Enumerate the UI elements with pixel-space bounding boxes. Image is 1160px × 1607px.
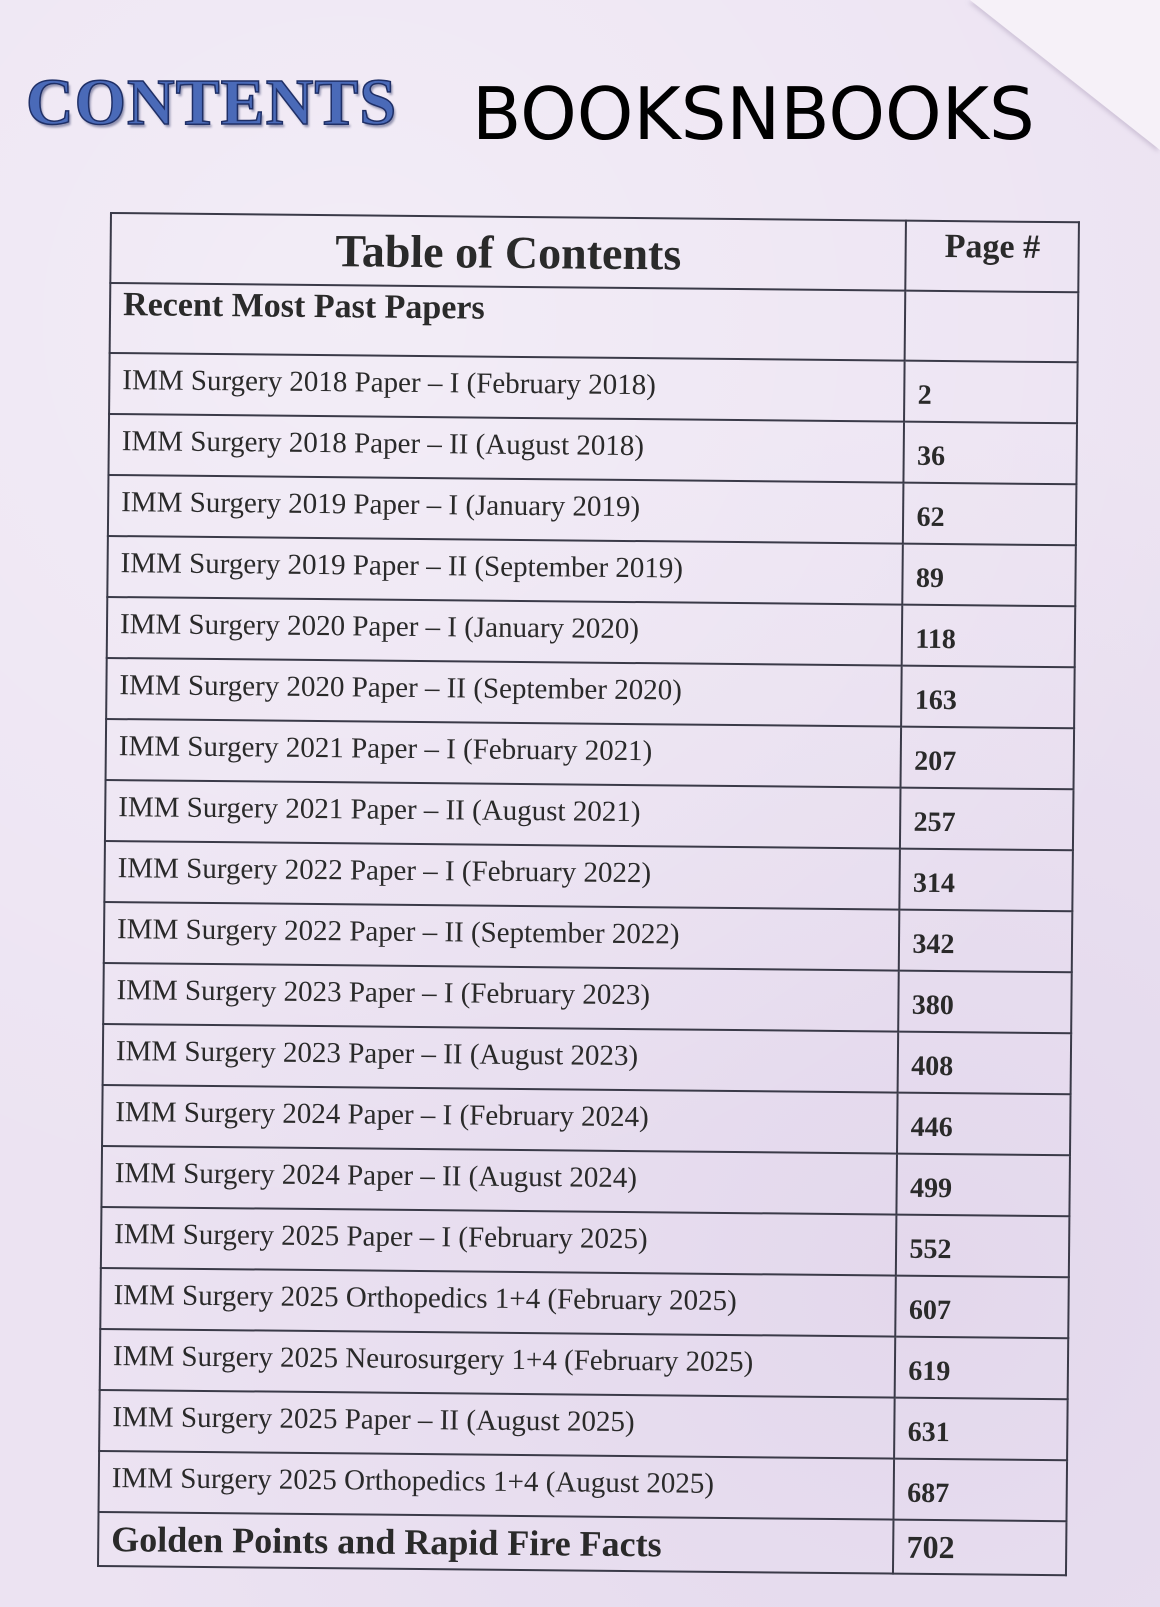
entry-page-number: 408 (898, 1032, 1071, 1095)
table-row (99, 1451, 1068, 1521)
entry-title: IMM Surgery 2025 Neurosurgery 1+4 (February 2025) (100, 1329, 896, 1398)
table-row (101, 1207, 1070, 1277)
entry-title: IMM Surgery 2022 Paper – II (September 2022) (104, 902, 900, 971)
entry-title: IMM Surgery 2021 Paper – II (August 2021) (105, 780, 901, 849)
entry-title: IMM Surgery 2024 Paper – I (February 2024) (102, 1085, 898, 1154)
final-row-page: 702 (893, 1520, 1066, 1576)
entry-page-number: 62 (903, 483, 1076, 546)
table-row (100, 1329, 1069, 1399)
entry-title: IMM Surgery 2024 Paper – II (August 2024) (101, 1146, 897, 1215)
table-row (109, 353, 1078, 423)
entry-title: IMM Surgery 2018 Paper – II (August 2018) (108, 414, 904, 483)
entry-title: IMM Surgery 2019 Paper – II (September 2019) (107, 536, 903, 605)
section-row (110, 283, 1079, 362)
entry-title: IMM Surgery 2020 Paper – I (January 2020) (107, 597, 903, 666)
entry-page-number: 207 (901, 727, 1074, 790)
entry-title: IMM Surgery 2023 Paper – I (February 2023) (103, 963, 899, 1032)
table-row (106, 719, 1075, 789)
table-row (107, 597, 1076, 667)
entry-page-number: 314 (900, 849, 1073, 912)
watermark-text: BOOKSNBOOKS (472, 72, 1035, 156)
table-row (100, 1268, 1069, 1338)
entry-title: IMM Surgery 2022 Paper – I (February 2022) (104, 841, 900, 910)
table-row (103, 1024, 1072, 1094)
entry-page-number: 446 (897, 1093, 1070, 1156)
entry-page-number: 552 (896, 1215, 1069, 1278)
entry-title: IMM Surgery 2025 Orthopedics 1+4 (February 2025) (100, 1268, 896, 1337)
entry-title: IMM Surgery 2025 Paper – II (August 2025) (99, 1390, 895, 1459)
table-row (107, 536, 1076, 606)
table-row (105, 780, 1074, 850)
final-row (98, 1512, 1066, 1575)
table-row (101, 1146, 1070, 1216)
table-row (108, 414, 1077, 484)
contents-heading: CONTENTS (26, 66, 398, 139)
entry-page-number: 163 (902, 666, 1075, 729)
table-row (102, 1085, 1071, 1155)
entry-title: IMM Surgery 2018 Paper – I (February 2018) (109, 353, 905, 422)
entry-title: IMM Surgery 2020 Paper – II (September 2020) (106, 658, 902, 727)
entry-title: IMM Surgery 2019 Paper – I (January 2019) (108, 475, 904, 544)
entry-page-number: 380 (899, 971, 1072, 1034)
table-header-title: Table of Contents (110, 213, 906, 291)
table-header-row (110, 213, 1079, 292)
entry-page-number: 89 (903, 544, 1076, 607)
entry-page-number: 342 (899, 910, 1072, 973)
table-row (104, 841, 1073, 911)
section-title: Recent Most Past Papers (110, 283, 906, 361)
table-row (103, 963, 1072, 1033)
entry-page-number: 687 (894, 1459, 1067, 1522)
table-row (106, 658, 1075, 728)
table-row (99, 1390, 1068, 1460)
entry-title: IMM Surgery 2025 Paper – I (February 2025) (101, 1207, 897, 1276)
entry-title: IMM Surgery 2025 Orthopedics 1+4 (August 2025) (99, 1451, 895, 1520)
entry-title: IMM Surgery 2023 Paper – II (August 2023) (103, 1024, 899, 1093)
entry-page-number: 499 (897, 1154, 1070, 1217)
entry-page-number: 619 (895, 1337, 1068, 1400)
entry-page-number: 607 (896, 1276, 1069, 1339)
entry-page-number: 2 (904, 361, 1077, 424)
final-row-title: Golden Points and Rapid Fire Facts (98, 1512, 894, 1574)
entry-page-number: 257 (900, 788, 1073, 851)
table-row (108, 475, 1077, 545)
entry-page-number: 118 (902, 605, 1075, 668)
section-page-empty (905, 291, 1078, 363)
table-header-page: Page # (906, 221, 1079, 293)
entry-page-number: 631 (894, 1398, 1067, 1461)
entry-page-number: 36 (904, 422, 1077, 485)
table-row (104, 902, 1073, 972)
table-of-contents (97, 212, 1080, 1576)
entry-title: IMM Surgery 2021 Paper – I (February 2021) (106, 719, 902, 788)
